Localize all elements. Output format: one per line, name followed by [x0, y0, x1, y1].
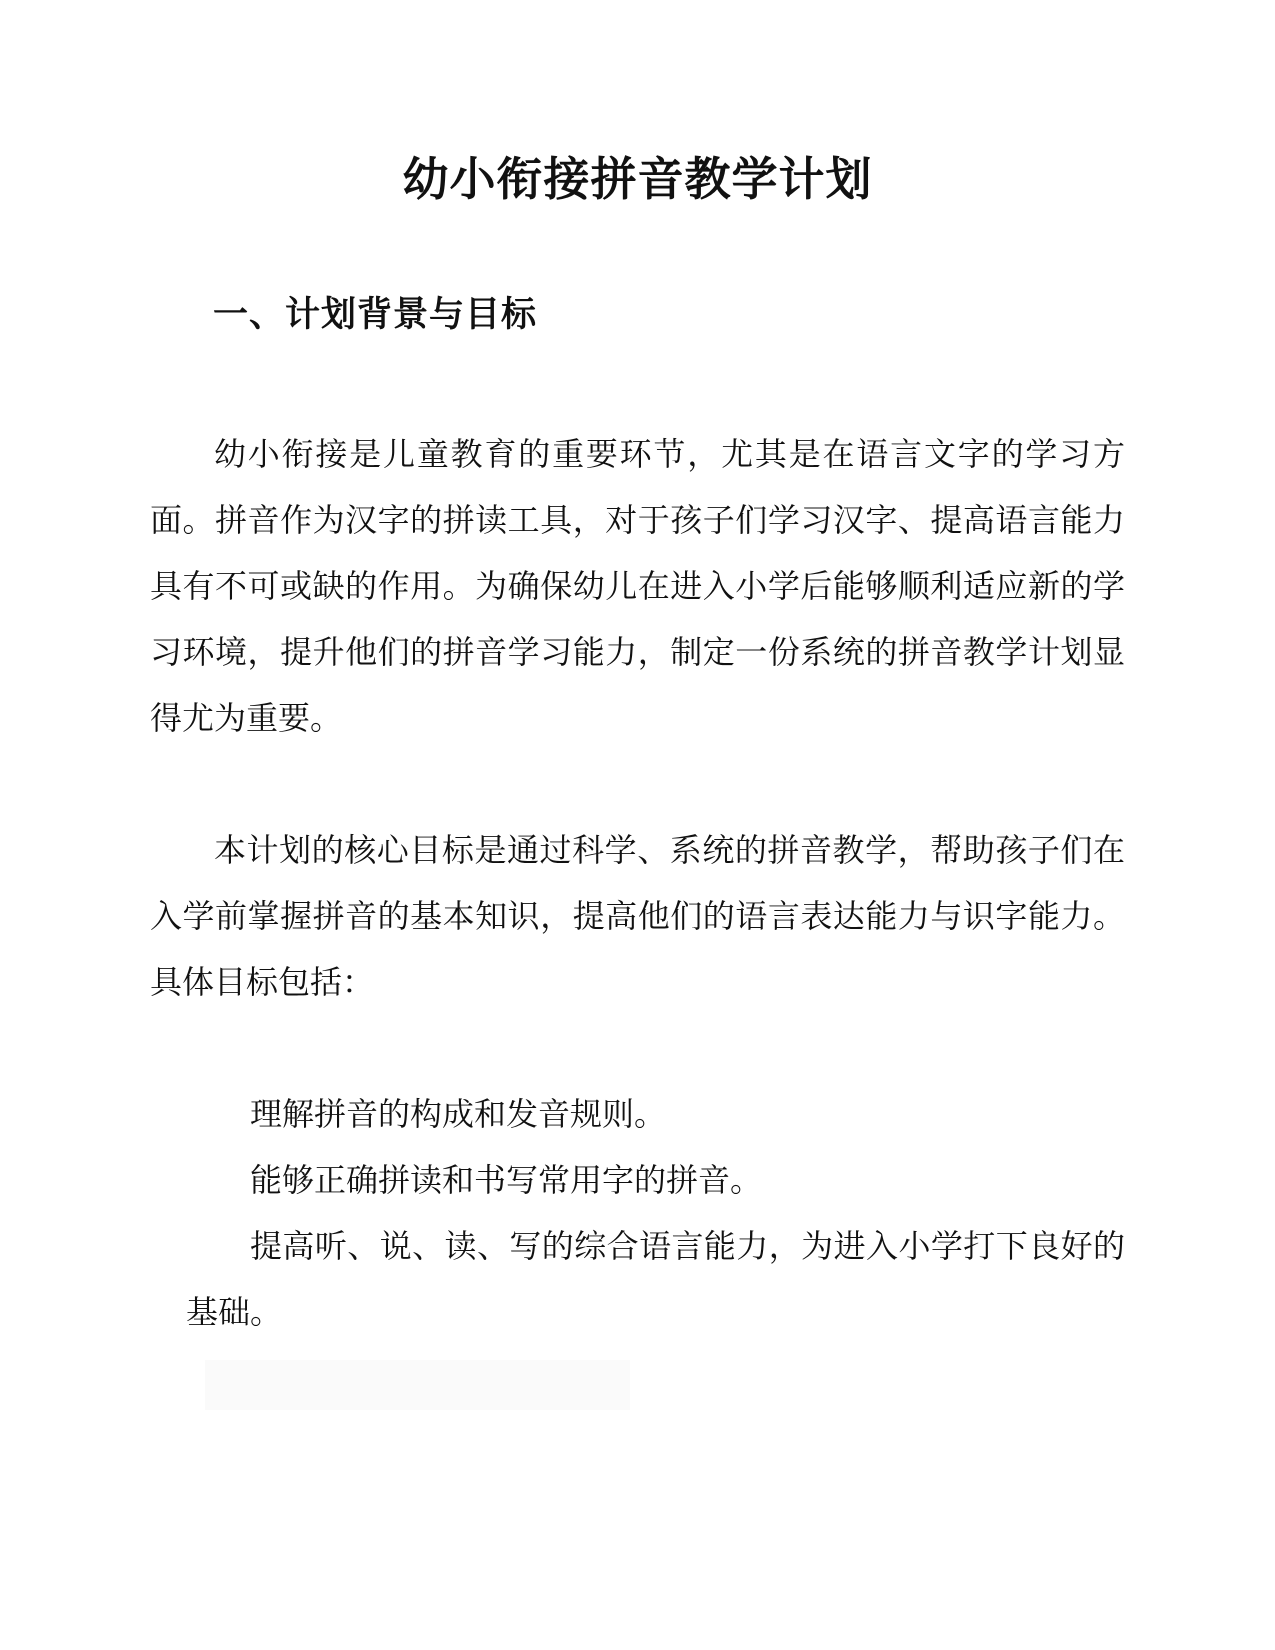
goal-list — [150, 1081, 1125, 1345]
objective-paragraph: 本计划的核心目标是通过科学、系统的拼音教学，帮助孩子们在入学前掌握拼音的基本知识，提高他们的语言表达能力与识字能力。具体目标包括： — [150, 831, 1125, 1001]
faint-blank-region — [205, 1360, 630, 1410]
goal-item: 理解拼音的构成和发音规则。 — [250, 1095, 667, 1133]
background-paragraph: 幼小衔接是儿童教育的重要环节，尤其是在语言文字的学习方面。拼音作为汉字的拼读工具，对于孩子们学习汉字、提高语言能力具有不可或缺的作用。为确保幼儿在进入小学后能够顺利适应新的学习环境，提升他们的拼音学习能力，制定一份系统的拼音教学计划显得尤为重要。 — [150, 435, 1125, 737]
document-title: 幼小衔接拼音教学计划 — [402, 152, 873, 206]
goal-item: 能够正确拼读和书写常用字的拼音。 — [250, 1161, 763, 1199]
goal-item: 提高听、说、读、写的综合语言能力，为进入小学打下良好的基础。 — [186, 1227, 1125, 1331]
section-heading: 一、计划背景与目标 — [213, 295, 538, 335]
